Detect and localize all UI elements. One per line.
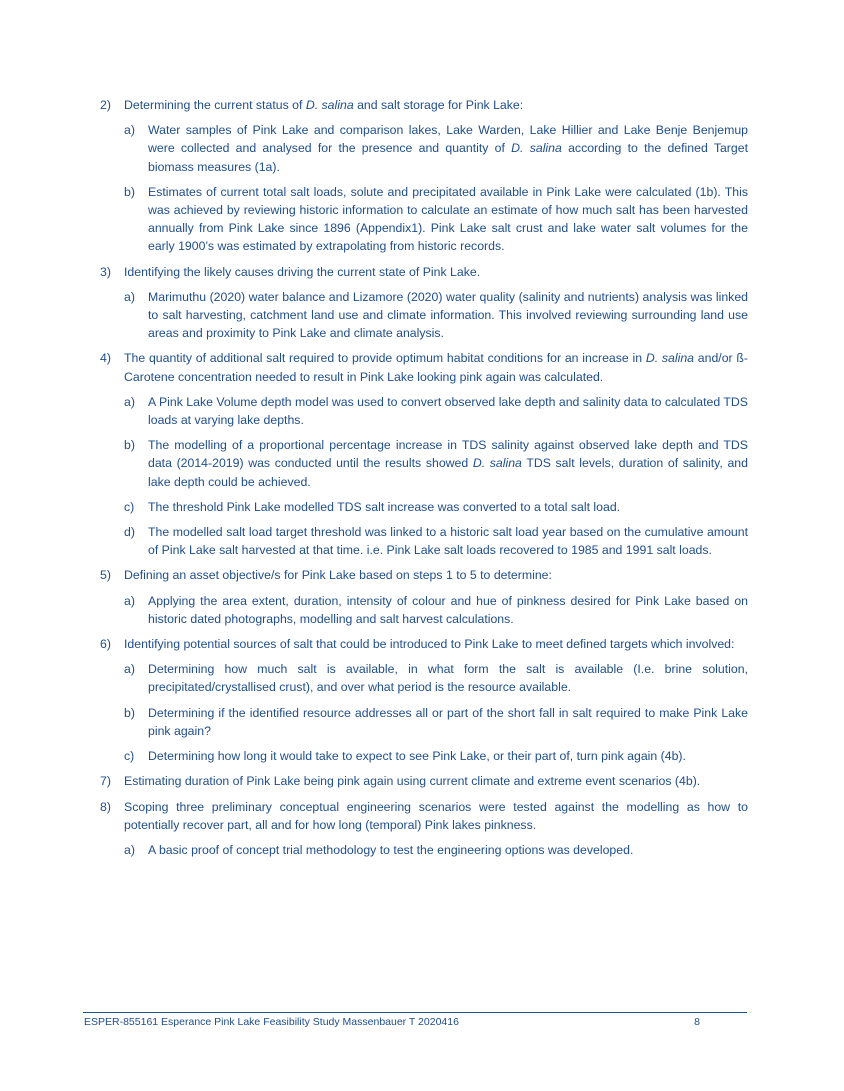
sub-list-letter: b) <box>124 705 135 720</box>
list-number: 5) <box>100 568 111 583</box>
sub-list-item <box>100 660 748 696</box>
list-item <box>100 96 748 114</box>
list-item-text: Scoping three preliminary conceptual engineering scenarios were tested against the modelling as how to potentially recover part, all and for how long (temporal) Pink lakes pinkness. <box>124 799 748 832</box>
sub-list-item-text: A Pink Lake Volume depth model was used to convert observed lake depth and salinity data to calculated TDS loads at varying lake depths. <box>148 394 748 428</box>
sub-list-letter: b) <box>124 438 135 453</box>
sub-list-letter: c) <box>124 749 135 764</box>
sub-list-item <box>100 704 748 740</box>
list-number: 3) <box>100 264 111 279</box>
list-item <box>100 566 748 584</box>
list-item-text: Determining the current status of D. salina and salt storage for Pink Lake: <box>124 98 524 112</box>
sub-list-item <box>100 841 748 859</box>
list-number: 4) <box>100 351 111 366</box>
list-number: 2) <box>100 98 111 112</box>
sub-list-item <box>100 393 748 429</box>
sub-list-item <box>100 747 748 765</box>
sub-list-letter: a) <box>124 394 135 409</box>
sub-list-item <box>100 183 748 256</box>
sub-list-item-text: Water samples of Pink Lake and comparison lakes, Lake Warden, Lake Hillier and Lake Benje Benjemup were collected and analysed for the presence and quantity of D. salina according to the defined Target biomass measures (1a). <box>148 123 748 174</box>
sub-list-item-text: Determining if the identified resource addresses all or part of the short fall in salt required to make Pink Lake pink again? <box>148 705 748 738</box>
sub-list-item <box>100 592 748 628</box>
list-number: 8) <box>100 799 111 814</box>
sub-list-item-text: Estimates of current total salt loads, solute and precipitated available in Pink Lake were calculated (1b). This was achieved by reviewing historic information to calculate an estimate of how much salt has been harvested annually from Pink Lake since 1896 (Appendix1). Pink Lake salt crust and lake water salt volumes for the early 1900’s was estimated by extrapolating from historic records. <box>148 184 748 254</box>
sub-list-item <box>100 288 748 343</box>
list-item-text: Identifying potential sources of salt that could be introduced to Pink Lake to meet defined targets which involved: <box>124 637 735 652</box>
list-item-text: Estimating duration of Pink Lake being pink again using current climate and extreme event scenarios (4b). <box>124 774 701 789</box>
sub-list-item-text: Determining how much salt is available, in what form the salt is available (I.e. brine solution, precipitated/crystallised crust), and over what period is the resource available. <box>148 662 748 695</box>
sub-list-letter: b) <box>124 184 135 199</box>
list-item <box>100 798 748 834</box>
sub-list-item <box>100 121 748 176</box>
footer-text: ESPER-855161 Esperance Pink Lake Feasibility Study Massenbauer T 2020416 <box>84 1016 459 1028</box>
sub-list-item <box>100 498 748 516</box>
list-item <box>100 263 748 281</box>
footer-divider <box>83 1012 747 1013</box>
list-item-text: Identifying the likely causes driving the current state of Pink Lake. <box>124 264 481 279</box>
sub-list-letter: a) <box>124 593 135 608</box>
sub-list-item-text: Marimuthu (2020) water balance and Lizamore (2020) water quality (salinity and nutrients) analysis was linked to salt harvesting, catchment land use and climate information. This involved reviewing surrounding land use areas and proximity to Pink Lake and climate analysis. <box>148 289 748 341</box>
list-item-text: Defining an asset objective/s for Pink Lake based on steps 1 to 5 to determine: <box>124 568 552 583</box>
list-item-text: The quantity of additional salt required to provide optimum habitat conditions for an increase in D. salina and/or ß-Carotene concentration needed to result in Pink Lake looking pink again was calculated. <box>124 351 748 384</box>
sub-list-item-text: The modelling of a proportional percentage increase in TDS salinity against observed lake depth and TDS data (2014-2019) was conducted until the results showed D. salina TDS salt levels, duration of salinity, and lake depth could be achieved. <box>148 438 748 489</box>
page-footer <box>84 1016 746 1028</box>
sub-list-letter: a) <box>124 123 135 138</box>
list-number: 6) <box>100 637 111 652</box>
list-number: 7) <box>100 774 111 789</box>
sub-list-letter: c) <box>124 499 135 514</box>
sub-list-item-text: The threshold Pink Lake modelled TDS salt increase was converted to a total salt load. <box>148 499 621 514</box>
sub-list-item-text: The modelled salt load target threshold was linked to a historic salt load year based on the cumulative amount of Pink Lake salt harvested at that time. i.e. Pink Lake salt loads recovered to 1985 and 1991 salt loads. <box>148 525 748 558</box>
sub-list-letter: a) <box>124 289 135 304</box>
sub-list-item <box>100 523 748 559</box>
sub-list-item-text: A basic proof of concept trial methodology to test the engineering options was developed. <box>148 842 634 857</box>
numbered-list <box>100 96 748 866</box>
list-item <box>100 772 748 790</box>
page-number: 8 <box>694 1016 700 1028</box>
list-item <box>100 349 748 385</box>
sub-list-letter: d) <box>124 525 135 540</box>
sub-list-letter: a) <box>124 842 135 857</box>
sub-list-item-text: Applying the area extent, duration, intensity of colour and hue of pinkness desired for Pink Lake based on historic dated photographs, modelling and salt harvest calculations. <box>148 593 748 626</box>
sub-list-letter: a) <box>124 662 135 677</box>
sub-list-item <box>100 436 748 491</box>
list-item <box>100 635 748 653</box>
sub-list-item-text: Determining how long it would take to expect to see Pink Lake, or their part of, turn pink again (4b). <box>148 749 686 764</box>
